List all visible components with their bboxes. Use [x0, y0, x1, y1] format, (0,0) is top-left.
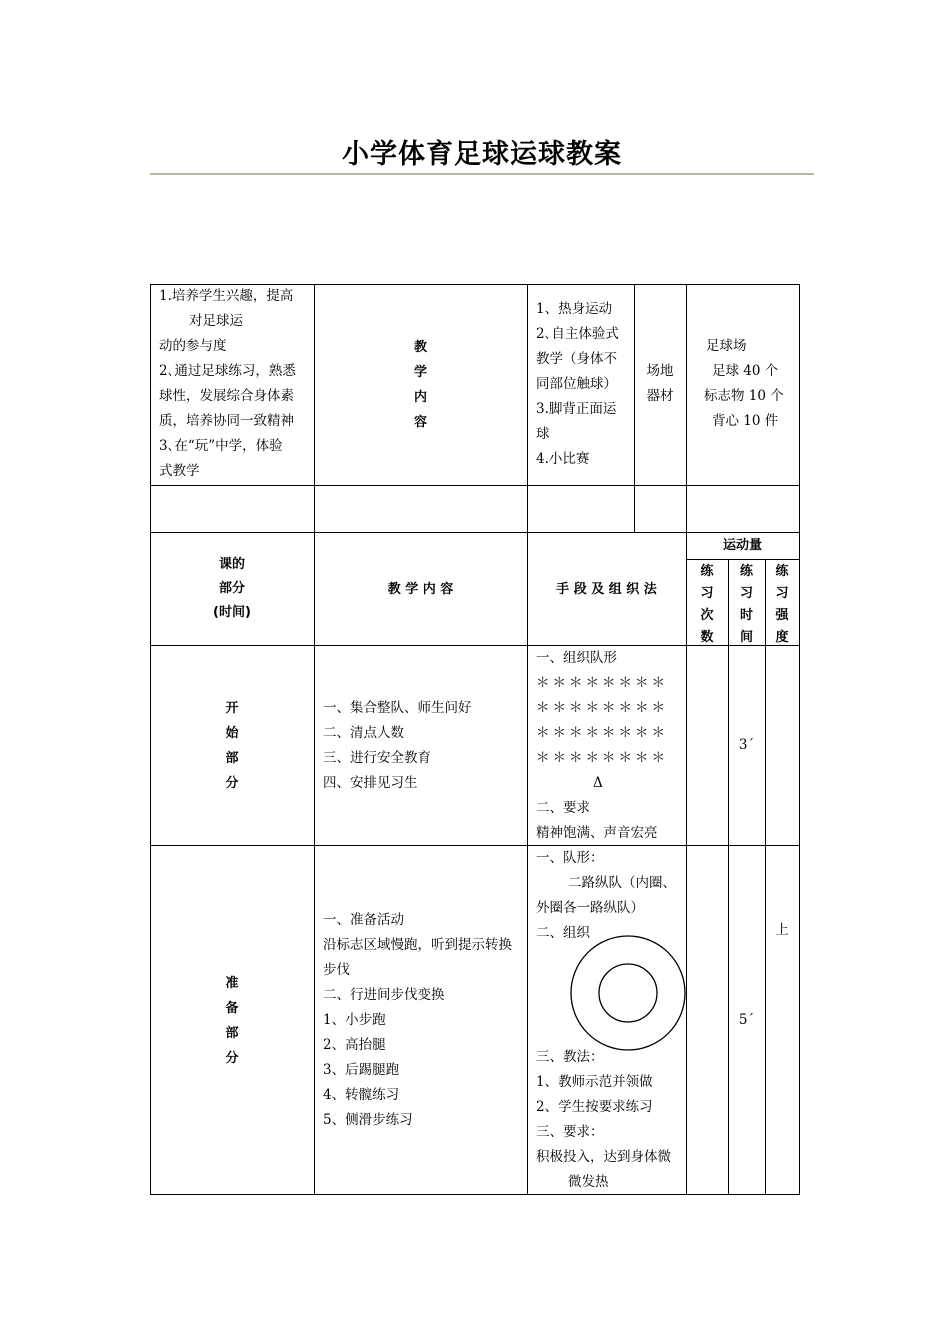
header-intensity-char: 度 — [775, 630, 789, 645]
method-line: 微发热 — [568, 1174, 609, 1190]
teacher-mark: Δ — [593, 775, 603, 791]
method-line: 二路纵队（内圈、 — [568, 875, 676, 891]
content-line: 沿标志区域慢跑，听到提示转换 — [323, 937, 512, 953]
header-part-line: 部分 — [218, 581, 245, 596]
header-part-line: 课的 — [218, 557, 245, 572]
page-title: 小学体育足球运球教案 — [342, 139, 622, 170]
venue-item: 足球 40 个 — [712, 363, 779, 379]
objective-line: 式教学 — [159, 463, 200, 479]
method-line: 一、组织队形 — [536, 650, 617, 666]
objective-line: 球性，发展综合身体素 — [159, 388, 294, 404]
prep-section-content — [323, 908, 523, 1133]
header-content: 教 学 内 容 — [387, 582, 454, 597]
prep-section-method-bottom — [536, 1045, 686, 1195]
header-intensity-char: 习 — [775, 586, 789, 601]
method-line: 二、要求 — [536, 800, 590, 816]
objectives-cell — [159, 284, 311, 484]
venue-item: 足球场 — [706, 338, 747, 354]
start-section-content — [323, 696, 523, 796]
method-line: 三、要求： — [536, 1124, 604, 1140]
header-load: 运动量 — [722, 538, 762, 553]
content-label — [314, 335, 527, 435]
objective-line: 3､在“玩”中学，体验 — [159, 438, 283, 454]
table-line — [765, 559, 766, 1194]
header-count-char: 数 — [700, 630, 714, 645]
section-label-char: 部 — [225, 751, 239, 766]
header-count — [686, 561, 728, 649]
header-time — [728, 561, 765, 649]
formation-stars-row: ＊＊＊＊＊＊＊＊ — [536, 725, 668, 741]
inner-circle — [599, 964, 657, 1022]
table-line — [799, 284, 800, 1194]
content-line: 二、行进间步伐变换 — [323, 987, 445, 1003]
outer-circle — [571, 936, 685, 1050]
header-time-char: 练 — [739, 564, 753, 579]
objective-line: 质，培养协同一致精神 — [159, 413, 294, 429]
formation-stars-row: ＊＊＊＊＊＊＊＊ — [536, 700, 668, 716]
circle-formation-diagram — [568, 934, 688, 1054]
venue-label-line: 场地 — [646, 363, 674, 379]
method-line: 外圈各一路纵队） — [536, 900, 644, 916]
content-list-item: 1、热身运动 — [536, 301, 613, 317]
section-label-char: 准 — [225, 976, 239, 991]
content-label-char: 教 — [413, 340, 427, 355]
objective-line: 动的参与度 — [159, 338, 227, 354]
section-label-char: 始 — [225, 726, 239, 741]
header-time-char: 时 — [739, 608, 753, 623]
content-list-item: 2､自主体验式 — [536, 326, 619, 342]
content-list-item: 4.小比赛 — [536, 451, 590, 467]
venue-item: 背心 10 件 — [712, 413, 779, 429]
content-list-cell — [536, 297, 634, 472]
table-line — [728, 559, 729, 1194]
content-line: 二、清点人数 — [323, 725, 404, 741]
venue-list-cell — [686, 334, 799, 434]
content-line: 2、高抬腿 — [323, 1037, 386, 1053]
venue-item: 标志物 10 个 — [704, 388, 784, 404]
section-label-char: 开 — [225, 701, 239, 716]
content-line: 5、侧滑步练习 — [323, 1112, 413, 1128]
method-line: 三、教法： — [536, 1049, 604, 1065]
header-part — [150, 553, 314, 625]
prep-section-method-top — [536, 846, 686, 946]
method-line: 二、组织 — [536, 925, 590, 941]
section-label-char: 分 — [225, 776, 239, 791]
table-line — [686, 559, 800, 560]
section-label-char: 分 — [225, 1051, 239, 1066]
header-count-char: 练 — [700, 564, 714, 579]
table-line — [150, 845, 800, 846]
header-count-char: 次 — [700, 608, 714, 623]
content-label-char: 学 — [413, 365, 427, 380]
title-rule — [150, 173, 814, 175]
method-line: 1、教师示范并领做 — [536, 1074, 653, 1090]
venue-label-line: 器材 — [646, 388, 674, 404]
content-line: 一、集合整队、师生问好 — [323, 700, 472, 716]
method-line: 2、学生按要求练习 — [536, 1099, 653, 1115]
table-line — [150, 485, 800, 486]
objective-line: 1.培养学生兴趣，提高 — [159, 288, 294, 304]
header-count-char: 习 — [700, 586, 714, 601]
method-line: 一、队形： — [536, 850, 604, 866]
start-section-time: 3´ — [738, 737, 755, 753]
venue-label — [634, 359, 686, 409]
section-label-char: 备 — [225, 1001, 239, 1016]
header-intensity-char: 强 — [775, 608, 789, 623]
start-section-label — [150, 696, 314, 796]
prep-section-label — [150, 971, 314, 1071]
header-time-char: 习 — [739, 586, 753, 601]
content-line: 四、安排见习生 — [323, 775, 418, 791]
section-label-char: 部 — [225, 1026, 239, 1041]
content-line: 4、转髋练习 — [323, 1087, 400, 1103]
objective-line: 2､通过足球练习，熟悉 — [159, 363, 296, 379]
method-line: 积极投入，达到身体微 — [536, 1149, 671, 1165]
method-line: 精神饱满、声音宏亮 — [536, 825, 658, 841]
formation-stars-row: ＊＊＊＊＊＊＊＊ — [536, 675, 668, 691]
objective-line: 对足球运 — [189, 313, 243, 329]
content-label-char: 容 — [413, 415, 427, 430]
content-list-item: 同部位触球） — [536, 376, 617, 392]
prep-section-intensity: 上 — [775, 922, 789, 938]
start-section-method — [536, 646, 686, 846]
content-line: 3、后踢腿跑 — [323, 1062, 400, 1078]
table-line — [527, 284, 528, 1194]
content-list-item: 3.脚背正面运 — [536, 401, 617, 417]
header-time-char: 间 — [739, 630, 753, 645]
content-list-item: 教学（身体不 — [536, 351, 617, 367]
prep-section-time: 5´ — [738, 1012, 755, 1028]
content-line: 一、准备活动 — [323, 912, 404, 928]
header-intensity — [765, 561, 799, 649]
content-line: 1、小步跑 — [323, 1012, 386, 1028]
header-method: 手 段 及 组 织 法 — [556, 582, 657, 597]
header-part-line: (时间) — [213, 605, 251, 620]
content-list-item: 球 — [536, 426, 550, 442]
content-line: 步伐 — [323, 962, 350, 978]
header-intensity-char: 练 — [775, 564, 789, 579]
table-line — [150, 1194, 800, 1195]
formation-stars-row: ＊＊＊＊＊＊＊＊ — [536, 750, 668, 766]
content-line: 三、进行安全教育 — [323, 750, 431, 766]
content-label-char: 内 — [413, 390, 427, 405]
